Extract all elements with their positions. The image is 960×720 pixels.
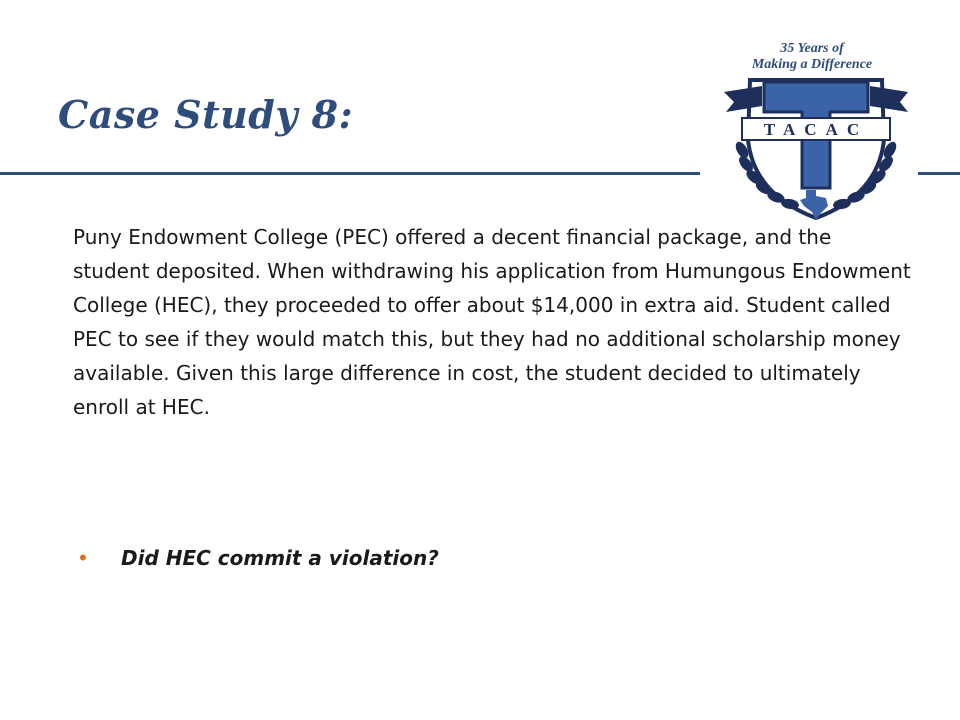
slide-title: Case Study 8: — [58, 92, 354, 137]
bullet-marker: • — [77, 546, 89, 570]
bullet-question-text: Did HEC commit a violation? — [121, 546, 439, 570]
tacac-logo-graphic — [712, 30, 917, 220]
logo-letters: TACAC — [763, 120, 869, 139]
logo-tagline-line1: 35 Years of — [780, 41, 844, 56]
tacac-anniversary-logo — [712, 30, 917, 220]
title-divider-left — [0, 172, 700, 175]
question-bullet — [77, 541, 439, 575]
logo-tagline-line2: Making a Difference — [751, 57, 873, 72]
case-study-body: Puny Endowment College (PEC) offered a decent financial package, and the student deposited. When withdrawing his application from Humungous Endowment College (HEC), they proceeded to offer about $14,000 in extra aid. Student called PEC to see if they would match this, but they had no additional scholarship money available. Given this large difference in cost, the student decided to ultimately enroll at HEC. — [73, 225, 911, 419]
title-divider-right — [918, 172, 960, 175]
